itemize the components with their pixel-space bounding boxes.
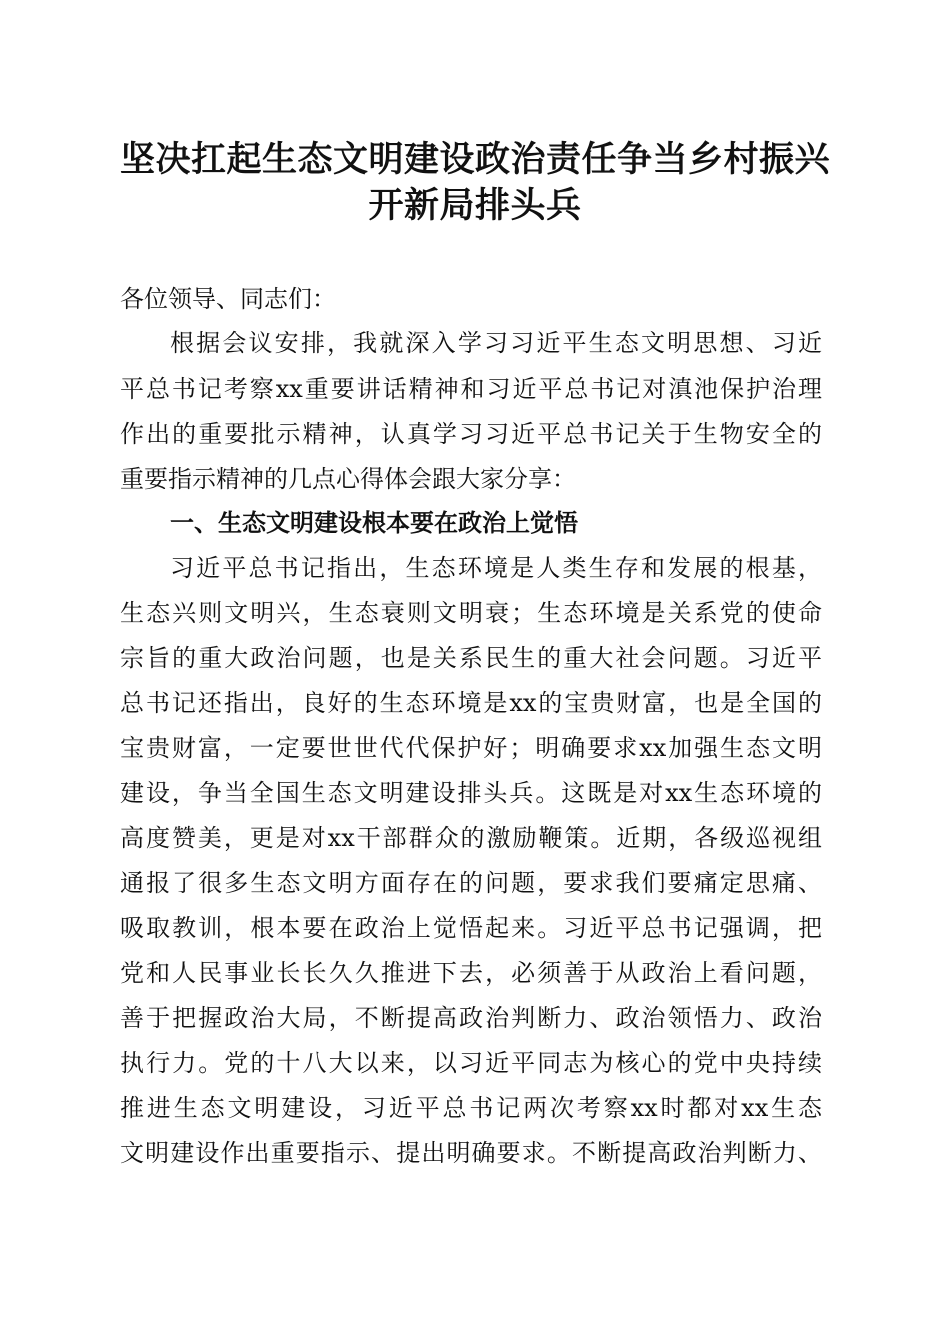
paragraph-line: 生态兴则文明兴，生态衰则文明衰；生态环境是关系党的使命 xyxy=(120,599,822,627)
paragraph-line: 宗旨的重大政治问题，也是关系民生的重大社会问题。习近平 xyxy=(120,644,822,672)
paragraph-line: 吸取教训，根本要在政治上觉悟起来。习近平总书记强调，把 xyxy=(120,914,822,942)
paragraph-line: 党和人民事业长长久久推进下去，必须善于从政治上看问题， xyxy=(120,959,822,987)
paragraph-line: 作出的重要批示精神，认真学习习近平总书记关于生物安全的 xyxy=(120,420,822,448)
paragraph-line: 宝贵财富，一定要世世代代保护好；明确要求xx加强生态文明 xyxy=(120,734,822,762)
paragraph-line: 高度赞美，更是对xx干部群众的激励鞭策。近期，各级巡视组 xyxy=(120,824,822,852)
paragraph-line: 平总书记考察xx重要讲话精神和习近平总书记对滇池保护治理 xyxy=(120,375,822,403)
paragraph-line: 善于把握政治大局，不断提高政治判断力、政治领悟力、政治 xyxy=(120,1004,822,1032)
paragraph-line: 重要指示精神的几点心得体会跟大家分享： xyxy=(120,465,576,493)
paragraph-line: 习近平总书记指出，生态环境是人类生存和发展的根基， xyxy=(170,554,822,582)
paragraph-line: 推进生态文明建设，习近平总书记两次考察xx时都对xx生态 xyxy=(120,1094,822,1122)
paragraph-line: 总书记还指出，良好的生态环境是xx的宝贵财富，也是全国的 xyxy=(120,689,822,717)
paragraph-line: 通报了很多生态文明方面存在的问题，要求我们要痛定思痛、 xyxy=(120,869,822,897)
paragraph-line: 建设，争当全国生态文明建设排头兵。这既是对xx生态环境的 xyxy=(120,779,822,807)
section-heading: 一、生态文明建设根本要在政治上觉悟 xyxy=(170,509,578,537)
paragraph-line: 文明建设作出重要指示、提出明确要求。不断提高政治判断力、 xyxy=(120,1139,822,1167)
salutation: 各位领导、同志们： xyxy=(120,285,336,313)
paragraph-line: 执行力。党的十八大以来，以习近平同志为核心的党中央持续 xyxy=(120,1049,822,1077)
document-title-line-2: 开新局排头兵 xyxy=(368,185,582,226)
document-title-line-1: 坚决扛起生态文明建设政治责任争当乡村振兴 xyxy=(119,139,830,180)
paragraph-line: 根据会议安排，我就深入学习习近平生态文明思想、习近 xyxy=(170,329,822,357)
